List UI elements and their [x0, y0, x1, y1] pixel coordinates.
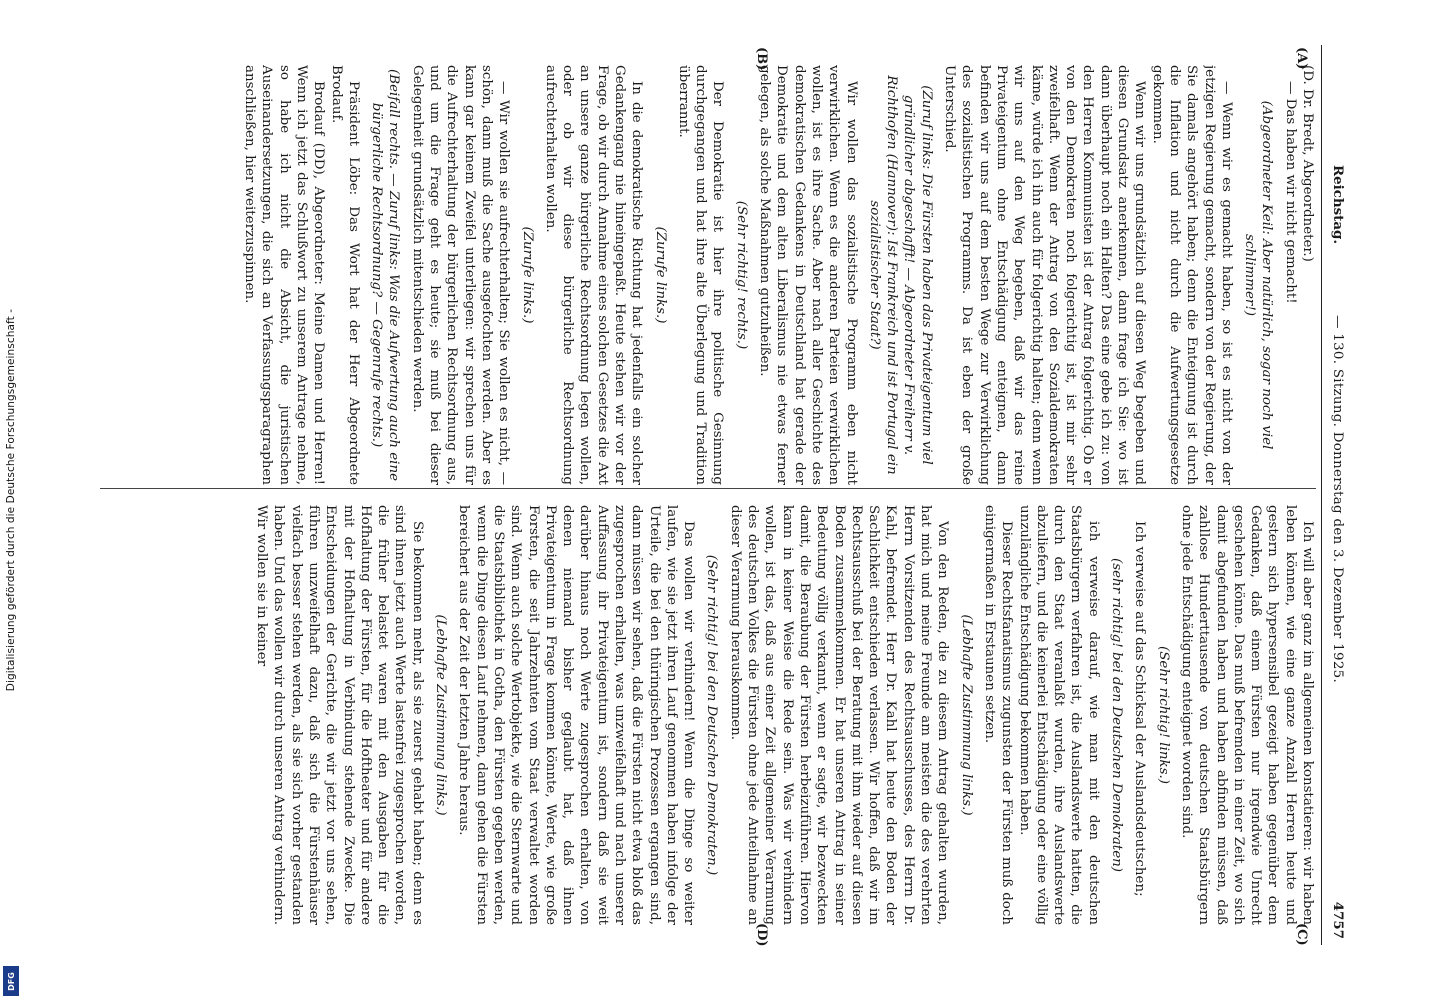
header-session: — 130. Sitzung. Donnerstag den 3. Dezember 1925. [1330, 315, 1345, 684]
interjection: (Lebhafte Zustimmung links.) [433, 614, 449, 816]
interjection: (Zurufe links.) [519, 226, 535, 324]
paragraph: Ich will aber ganz im allgemeinen konstatieren: wir haben leben können, wie eine ganze Anzahl Herren heute und gestern sich hypersensibel gezeigt haben gegenüber dem Gedanken, daß einem Fürsten nur irgendwie Unrecht geschehen könne. Das muß befremden in einer Zeit, wo sich damit abgefunden haben und haben abfinden müssen, daß zahllose Hunderttausende von deutschen Staatsbürgern ohne jede Entschädigung enteignet worden sind. [1178, 505, 1315, 925]
paragraph: — Wir wollen sie aufrechterhalten; Sie wollen es nicht, — schön, dann muß die Sache ausgefochten werden. Aber es kann gar keinem Zweifel unterliegen: wir sprechen uns für die Aufrechterhaltung der bürgerlichen Rechtsordnung aus, und um die Frage geht es heute; sie muß bei dieser Gelegenheit grundsätzlich mitentschieden werden. [409, 65, 512, 485]
paragraph: Wenn wir uns grundsätzlich auf diesen Weg begeben und diesen Grundsatz anerkennen, dann frage ich Sie: wo ist dann überhaupt noch ein Halten? Das eine gebe ich zu: von den Herren Kommunisten ist der Antrag folgerichtig. Ob er von den Demokraten noch folgerichtig ist, ist mir sehr zweifelhaft. Wenn der Antrag von den Sozialdemokraten käme, würde ich ihn auch für folgerichtig halten; denn wenn wir uns auf den Weg begeben, daß wir das reine Privateigentum ohne Entschädigung enteignen, dann befinden wir uns auf dem besten Wege zur Verwirklichung des sozialistischen Programms. Da ist eben der große Unterschied. [942, 65, 1148, 485]
header-title: Reichstag. [1330, 165, 1346, 245]
margin-mark-c: (C) [1294, 923, 1309, 946]
paragraph: Brodauf (DD), Abgeordneter: Meine Damen und Herren! Wenn ich jetzt das Schlußwort zu unserem Antrage nehme, so habe ich nicht die Absicht, die juristischen Auseinandersetzungen, die sich an Verfassungsparagraphen anschließen, hier weiterzuspinnen. [242, 65, 327, 485]
interjection: (Sehr richtig! bei den Deutschen Demokraten.) [704, 554, 720, 876]
interjection: (Sehr richtig! links.) [1155, 646, 1171, 784]
paragraph: (D. Dr. Bredt, Abgeordneter.) [1300, 65, 1315, 262]
paragraph: — Wenn wir es gemacht haben, so ist es nicht von der jetzigen Regierung gemacht, sondern von der Regierung, der Sie damals angehört haben; denn die Enteignung ist durch die Inflation und nicht durch die Aufwertungsgesetze gekommen. [1149, 65, 1234, 485]
left-column [90, 65, 1316, 485]
paragraph: Dieser Rechtsfanatismus zugunsten der Fürsten muß doch einigermaßen in Erstaunen setzen. [981, 505, 1015, 925]
right-column [90, 505, 1316, 925]
dfg-logo-text: DFG [6, 971, 16, 991]
paragraph: Sie bekommen mehr, als sie zuerst gehabt haben; denn es sind ihnen jetzt auch Werte lastenfrei zugesprochen worden, die früher belastet waren mit den Ausgaben für die Hofhaltung der Fürsten, für die Hoftheater und für andere mit der Hofhaltung in Verbindung stehende Zwecke. Die Entscheidungen der Gerichte, die wir jetzt vor uns sehen, führen unzweifelhaft dazu, daß sich die Fürstenhäuser vielfach besser stehen werden, als sie sich vorher gestanden haben. Und das wollen wir durch unseren Antrag verhindern. Wir wollen sie in keiner [254, 505, 425, 925]
scanned-page-frame [80, 40, 1360, 960]
digitization-credit-strip [0, 0, 22, 1000]
paragraph: Ich verweise auf das Schicksal der Auslandsdeutschen; [1132, 521, 1148, 897]
paragraph: In die demokratische Richtung hat jedenfalls ein solcher Gedankengang nie hineingepaßt. Heute stehen wir vor der Frage, ob wir durch Annahme eines solchen Gesetzes die Axt an unsere ganze bürgerliche Rechtsordnung legen wollen, oder ob wir diese bürgerliche Rechtsordnung aufrechterhalten wollen. [542, 65, 645, 485]
column-divider [100, 488, 1316, 489]
paragraph: Von den Reden, die zu diesem Antrag gehalten wurden, hat mich und meine Freunde am meisten die des verehrten Herrn Vorsitzenden des Rechtsausschusses, des Herrn Dr. Kahl, befremdet. Herr Dr. Kahl hat heute den Boden der Sachlichkeit entschieden verlassen. Wir hoffen, daß wir im Rechtsausschuß bei der Beratung mit ihm wieder auf diesen Boden zusammenkommen. Er hat unseren Antrag in seiner Bedeutung völlig verkannt, wenn er sagte, wir bezweckten damit, die Beraubung der Fürsten herbeizuführen. Hiervon kann in keiner Weise die Rede sein. Was wir verhindern wollen, ist das, daß aus einer Zeit allgemeiner Verarmung des deutschen Volkes die Fürsten ohne jede Anteilnahme an dieser Verarmung herauskommen. [727, 505, 951, 925]
interjection: (sehr richtig! bei den Deutschen Demokraten) [1109, 558, 1125, 872]
interjection: (Lebhafte Zustimmung links.) [958, 614, 974, 816]
margin-mark-b: (B) [754, 47, 769, 71]
paragraph: ich verweise darauf, wie man mit den deutschen Staatsbürgern verfahren ist, die Auslandswerte hatten, die durch den Staat veranlaßt wurden, ihre Auslandswerte abzuliefern, und die keinerlei Entschädigung oder eine völlig unzulängliche Entschädigung bekommen haben. [1016, 505, 1101, 925]
page-number: 4757 [1330, 901, 1346, 939]
interjection: (Zurufe links.) [652, 226, 668, 324]
page-header [1321, 45, 1350, 945]
scanned-page [90, 45, 1350, 945]
dfg-logo [3, 966, 19, 996]
margin-mark-d: (D) [754, 923, 769, 947]
paragraph: — Das haben wir nicht gemacht! [1282, 81, 1298, 304]
paragraph: Präsident Löbe: Das Wort hat der Herr Abgeordnete Brodauf. [328, 65, 361, 485]
interjection: (Abgeordneter Keil: Aber natürlich, sogar noch viel schlimmer!) [1242, 100, 1275, 450]
paragraph: Das wollen wir verhindern! Wenn die Dinge so weiter laufen, wie sie jetzt ihren Lauf genommen haben infolge der Urteile, die bei den thüringischen Prozessen ergangen sind, dann müssen wir sehen, daß die Fürsten nicht etwa bloß das zugesprochen erhalten, was unzweifelhaft und nach unserer Auffassung ihr Privateigentum ist, sondern daß sie weit darüber hinaus noch Werte zugesprochen erhalten, von denen niemand bisher geglaubt hat, daß ihnen Privateigentum in Frage kommen könnte, Werte, wie große Forsten, die seit Jahrzehnten vom Staat verwaltet worden sind. Wenn auch solche Wertobjekte, wie die Sternwarte und die Staatsbibliothek in Gotha, den Fürsten gegeben werden, wenn die Dinge diesen Lauf nehmen, dann gehen die Fürsten bereichert aus der Zeit der letzten Jahre heraus. [456, 505, 697, 925]
interjection: (Zuruf links: Die Fürsten haben das Privateigentum viel gründlicher abgeschafft! — Abgeordneter Freiherr v. Richthofen (Hannover): Ist Frankreich und ist Portugal ein sozialistischer Staat?) [866, 75, 934, 475]
paragraph: Der Demokratie ist hier ihre politische Gesinnung durchgegangen und hat ihre alte Überlegung und Tradition überrannt. [675, 65, 726, 485]
paragraph: Wir wollen das sozialistische Programm eben nicht verwirklichen. Wenn es die anderen Parteien verwirklichen wollen, ist es ihre Sache. Aber nach aller Geschichte des demokratischen Gedankens in Deutschland hat gerade der Demokratie und dem alten Liberalismus nie etwas ferner gelegen, als solche Maßnahmen gutzuheißen. [757, 65, 859, 485]
margin-mark-a: (A) [1294, 47, 1309, 70]
interjection: (Sehr richtig! rechts.) [733, 200, 749, 350]
interjection: (Beifall rechts. — Zuruf links: Was die Aufwertung auch eine bürgerliche Rechtsordnung? — Gegenrufe rechts.) [369, 69, 402, 481]
digitization-credit-text: Digitalisierung gefördert durch die Deutsche Forschungsgemeinschaft - [5, 308, 17, 692]
